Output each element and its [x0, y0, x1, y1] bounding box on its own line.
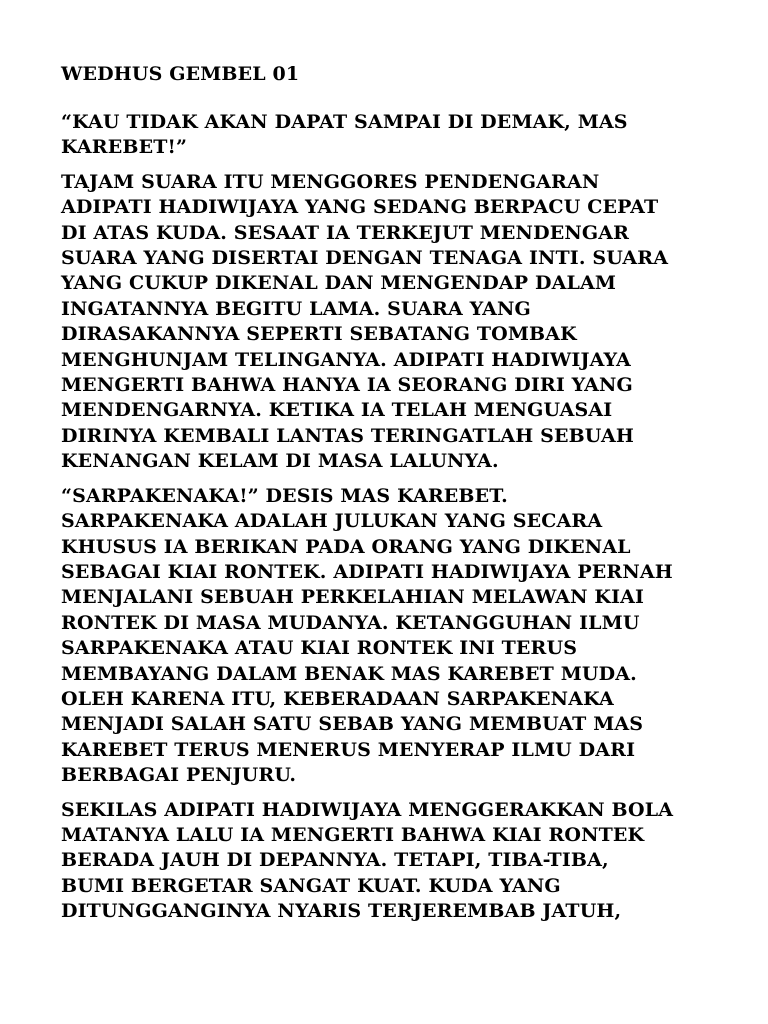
text-line: DIRINYA KEMBALI LANTAS TERINGATLAH SEBUAH [61, 424, 634, 447]
paragraph-sarpakenaka [61, 484, 721, 789]
text-line: BERBAGAI PENJURU. [61, 764, 297, 787]
paragraph-opening-quote [61, 110, 721, 161]
document-page [61, 62, 721, 934]
paragraph-voice [61, 170, 721, 475]
text-line: SARPAKENAKA ADALAH JULUKAN YANG SECARA [61, 510, 603, 533]
text-line: ADIPATI HADIWIJAYA YANG SEDANG BERPACU CEPAT [61, 196, 659, 219]
text-line: SARPAKENAKA ATAU KIAI RONTEK INI TERUS [61, 637, 578, 660]
document-title: WEDHUS GEMBEL 01 [61, 63, 300, 85]
text-line: MATANYA LALU IA MENGERTI BAHWA KIAI RONTEK [61, 823, 645, 846]
text-line: “KAU TIDAK AKAN DAPAT SAMPAI DI DEMAK, MAS [61, 111, 628, 133]
paragraph-earthquake [61, 798, 721, 925]
text-line: MENGERTI BAHWA HANYA IA SEORANG DIRI YANG [61, 374, 633, 397]
text-line: DITUNGGANGINYA NYARIS TERJEREMBAB JATUH, [61, 900, 622, 923]
text-line: YANG CUKUP DIKENAL DAN MENGENDAP DALAM [61, 272, 617, 295]
text-line: SEKILAS ADIPATI HADIWIJAYA MENGGERAKKAN BOLA [61, 798, 674, 821]
text-line: RONTEK DI MASA MUDANYA. KETANGGUHAN ILMU [61, 611, 640, 634]
text-line: OLEH KARENA ITU, KEBERADAAN SARPAKENAKA [61, 687, 614, 710]
text-line: BUMI BERGETAR SANGAT KUAT. KUDA YANG [61, 874, 561, 897]
text-line: MENDENGARNYA. KETIKA IA TELAH MENGUASAI [61, 399, 613, 422]
text-line: MEMBAYANG DALAM BENAK MAS KAREBET MUDA. [61, 662, 637, 685]
text-line: KAREBET!” [61, 136, 188, 159]
text-line: MENJALANI SEBUAH PERKELAHIAN MELAWAN KIAI [61, 586, 645, 609]
text-line: TAJAM SUARA ITU MENGGORES PENDENGARAN [61, 170, 600, 193]
text-line: INGATANNYA BEGITU LAMA. SUARA YANG [61, 297, 531, 320]
text-line: SUARA YANG DISERTAI DENGAN TENAGA INTI. SUARA [61, 247, 669, 270]
text-line: MENJADI SALAH SATU SEBAB YANG MEMBUAT MAS [61, 713, 644, 736]
text-line: KAREBET TERUS MENERUS MENYERAP ILMU DARI [61, 738, 636, 761]
text-line: KHUSUS IA BERIKAN PADA ORANG YANG DIKENAL [61, 535, 631, 558]
text-line: “SARPAKENAKA!” DESIS MAS KAREBET. [61, 484, 508, 507]
text-line: DIRASAKANNYA SEPERTI SEBATANG TOMBAK [61, 323, 577, 346]
text-line: DI ATAS KUDA. SESAAT IA TERKEJUT MENDENGAR [61, 221, 630, 244]
text-line: BERADA JAUH DI DEPANNYA. TETAPI, TIBA-TIBA, [61, 849, 609, 872]
text-line: KENANGAN KELAM DI MASA LALUNYA. [61, 450, 499, 473]
text-line: SEBAGAI KIAI RONTEK. ADIPATI HADIWIJAYA PERNAH [61, 560, 673, 583]
text-line: MENGHUNJAM TELINGANYA. ADIPATI HADIWIJAYA [61, 348, 631, 371]
